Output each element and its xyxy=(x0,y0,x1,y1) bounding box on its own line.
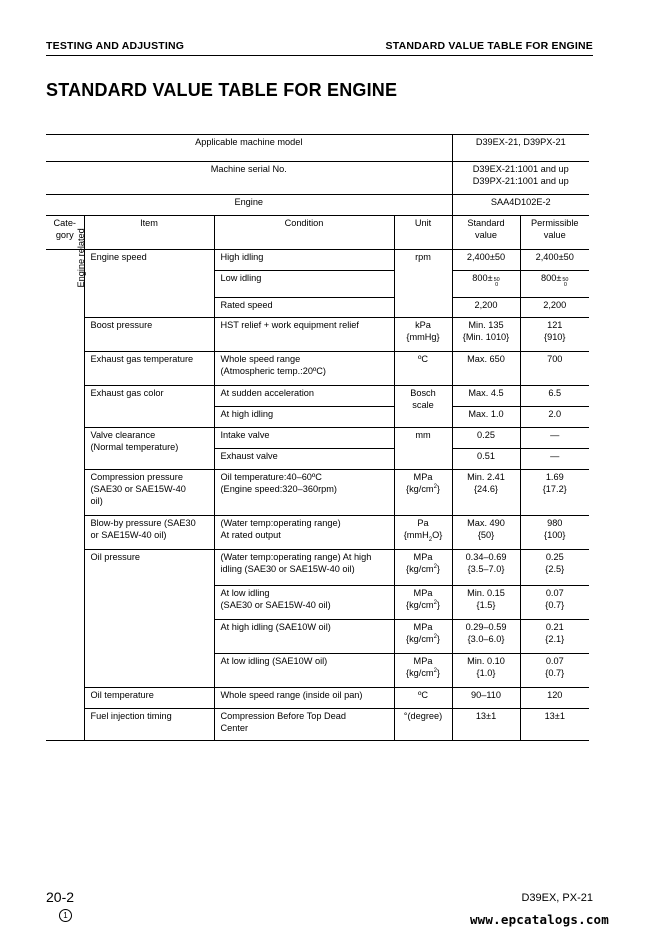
item-boost-pressure: Boost pressure xyxy=(84,318,214,352)
standard-line2: {3.5–7.0} xyxy=(467,563,505,574)
unit-cell xyxy=(394,620,452,654)
unit-subscript: 2 xyxy=(428,536,433,543)
item-oil-temperature: Oil temperature xyxy=(84,688,214,709)
col-unit: Unit xyxy=(394,216,452,250)
tolerance-upper: 50 xyxy=(562,277,569,283)
tolerance-lower: 0 xyxy=(563,281,567,288)
permissible-line1: 0.07 xyxy=(545,588,564,598)
standard-line1: Min. 0.10 xyxy=(467,656,505,666)
standard-cell: 90–110 xyxy=(452,688,520,709)
unit-text: {kg/cm xyxy=(406,667,434,678)
unit-text: {kg/cm xyxy=(406,599,434,610)
model-row xyxy=(46,135,589,162)
serial-row xyxy=(46,162,589,195)
unit-text: {mmH xyxy=(403,529,429,540)
col-condition: Condition xyxy=(214,216,394,250)
standard-line2: {1.5} xyxy=(476,599,496,610)
condition-line2: (SAE30 or SAE15W-40 oil) xyxy=(220,599,331,610)
item-line1: Compression pressure xyxy=(90,472,183,482)
unit-superscript: 2 xyxy=(433,599,437,606)
permissible-cell: 13±1 xyxy=(520,709,589,741)
unit-cell xyxy=(394,654,452,688)
unit-line2 xyxy=(401,484,446,496)
standard-line1: Min. 0.15 xyxy=(467,588,505,598)
standard-line1: 0.34–0.69 xyxy=(465,552,507,562)
item-compression-pressure xyxy=(84,470,214,516)
tolerance-lower: 0 xyxy=(495,281,499,288)
table-row xyxy=(46,352,589,386)
condition-line2: (Engine speed:320–360rpm) xyxy=(220,483,337,494)
permissible-line2: {2.5} xyxy=(545,563,565,574)
unit-superscript: 2 xyxy=(433,563,437,570)
condition-cell: Whole speed range (inside oil pan) xyxy=(214,688,394,709)
permissible-cell xyxy=(520,516,589,550)
condition-cell xyxy=(214,709,394,741)
unit-text-end: } xyxy=(436,633,440,644)
item-exhaust-color: Exhaust gas color xyxy=(84,386,214,428)
condition-line1: (Water temp:operating range) xyxy=(220,518,341,528)
standard-cell: Max. 4.5 xyxy=(452,386,520,407)
standard-cell xyxy=(452,550,520,586)
col-permissible-line2: value xyxy=(543,229,566,240)
standard-cell: Max. 1.0 xyxy=(452,407,520,428)
model-value: D39EX-21, D39PX-21 xyxy=(452,135,589,162)
permissible-line2: {17.2} xyxy=(542,483,567,494)
condition-cell: Low idling xyxy=(214,271,394,298)
condition-cell: Rated speed xyxy=(214,298,394,318)
unit-text-end: } xyxy=(436,599,440,610)
unit-cell xyxy=(394,318,452,352)
permissible-line2: {100} xyxy=(544,529,566,540)
condition-cell xyxy=(214,516,394,550)
table-row xyxy=(46,709,589,741)
col-category-line2: gory xyxy=(55,229,74,240)
unit-line1: MPa xyxy=(413,656,433,666)
permissible-cell: — xyxy=(520,449,589,470)
condition-cell: At low idling (SAE10W oil) xyxy=(214,654,394,688)
item-exhaust-temperature: Exhaust gas temperature xyxy=(84,352,214,386)
tolerance-upper: 50 xyxy=(493,277,500,283)
condition-cell xyxy=(214,586,394,620)
standard-line1: Max. 490 xyxy=(467,518,505,528)
unit-superscript: 2 xyxy=(433,633,437,640)
standard-cell: 0.25 xyxy=(452,428,520,449)
standard-line1: Min. 135 xyxy=(468,320,504,330)
category-label: Engine related xyxy=(75,228,86,288)
standard-cell: 13±1 xyxy=(452,709,520,741)
item-line2: (SAE30 or SAE15W-40 xyxy=(90,483,186,494)
item-line2: (Normal temperature) xyxy=(90,441,179,452)
unit-cell xyxy=(394,516,452,550)
watermark-url: www.epcatalogs.com xyxy=(469,912,609,927)
standard-line1: 0.29–0.59 xyxy=(465,622,507,632)
table-row xyxy=(46,386,589,407)
header-right: STANDARD VALUE TABLE FOR ENGINE xyxy=(385,40,593,52)
table-row xyxy=(46,516,589,550)
standard-cell: 2,400±50 xyxy=(452,250,520,271)
serial-value xyxy=(452,162,589,195)
standard-cell xyxy=(452,586,520,620)
serial-label: Machine serial No. xyxy=(46,162,452,195)
permissible-cell: 6.5 xyxy=(520,386,589,407)
revision-mark: 1 xyxy=(59,909,72,922)
standard-cell xyxy=(452,654,520,688)
page-title: STANDARD VALUE TABLE FOR ENGINE xyxy=(46,80,398,100)
unit-line1: Pa xyxy=(417,518,429,528)
standard-cell: Max. 650 xyxy=(452,352,520,386)
permissible-line1: 0.21 xyxy=(545,622,564,632)
unit-line2: scale xyxy=(412,399,434,410)
standard-cell: 2,200 xyxy=(452,298,520,318)
permissible-line1: 0.07 xyxy=(545,656,564,666)
engine-value: SAA4D102E-2 xyxy=(452,195,589,216)
permissible-line2: {0.7} xyxy=(545,667,565,678)
permissible-line1: 1.69 xyxy=(545,472,564,482)
unit-line2: {mmHg} xyxy=(406,331,440,342)
permissible-cell: 120 xyxy=(520,688,589,709)
unit-cell: °(degree) xyxy=(394,709,452,741)
condition-cell: At sudden acceleration xyxy=(214,386,394,407)
unit-line1: MPa xyxy=(413,622,433,632)
unit-line1: MPa xyxy=(413,552,433,562)
unit-cell xyxy=(394,550,452,586)
unit-line2 xyxy=(401,668,446,680)
unit-cell: mm xyxy=(394,428,452,470)
unit-cell: rpm xyxy=(394,250,452,318)
condition-cell: Exhaust valve xyxy=(214,449,394,470)
condition-cell: High idling xyxy=(214,250,394,271)
condition-line1: Compression Before Top Dead xyxy=(220,711,346,721)
col-standard-line2: value xyxy=(475,229,497,240)
standard-cell xyxy=(452,470,520,516)
item-line3: oil) xyxy=(90,495,103,506)
condition-line2: idling (SAE30 or SAE15W-40 oil) xyxy=(220,563,355,574)
item-line2: or SAE15W-40 oil) xyxy=(90,529,167,540)
standard-cell: 0.51 xyxy=(452,449,520,470)
condition-cell: HST relief + work equipment relief xyxy=(214,318,394,352)
permissible-line2: {0.7} xyxy=(545,599,565,610)
unit-superscript: 2 xyxy=(433,483,437,490)
unit-cell xyxy=(394,470,452,516)
table-row xyxy=(46,250,589,271)
condition-line2: Center xyxy=(220,722,249,733)
permissible-line1: 121 xyxy=(547,320,563,330)
permissible-cell xyxy=(520,271,589,298)
permissible-cell xyxy=(520,586,589,620)
permissible-line2: {910} xyxy=(544,331,566,342)
unit-line1: kPa xyxy=(415,320,431,330)
unit-text: {kg/cm xyxy=(406,483,434,494)
condition-line2: At rated output xyxy=(220,529,281,540)
permissible-cell: 2,400±50 xyxy=(520,250,589,271)
header-rule xyxy=(46,55,593,56)
unit-line1: MPa xyxy=(413,588,433,598)
condition-cell: At high idling (SAE10W oil) xyxy=(214,620,394,654)
unit-line2 xyxy=(401,634,446,646)
condition-line1: Oil temperature:40–60ºC xyxy=(220,472,322,482)
column-header-row xyxy=(46,216,589,250)
permissible-cell xyxy=(520,470,589,516)
tolerance-stack xyxy=(494,278,500,288)
standard-value-table xyxy=(46,134,589,741)
permissible-cell xyxy=(520,620,589,654)
standard-cell xyxy=(452,620,520,654)
unit-text: {kg/cm xyxy=(406,563,434,574)
permissible-line2: {2.1} xyxy=(545,633,565,644)
permissible-cell: 2.0 xyxy=(520,407,589,428)
permissible-line1: 0.25 xyxy=(545,552,564,562)
page-number: 20-2 xyxy=(46,889,75,905)
col-standard-line1: Standard xyxy=(467,218,505,228)
condition-line1: Whole speed range xyxy=(220,354,301,364)
condition-line2: (Atmospheric temp.:20ºC) xyxy=(220,365,326,376)
unit-text-end: } xyxy=(436,563,440,574)
permissible-cell xyxy=(520,654,589,688)
engine-row xyxy=(46,195,589,216)
item-engine-speed: Engine speed xyxy=(84,250,214,318)
standard-cell xyxy=(452,516,520,550)
standard-line2: {50} xyxy=(477,529,495,540)
serial-value-2: D39PX-21:1001 and up xyxy=(472,175,569,186)
table-row xyxy=(46,428,589,449)
permissible-cell: 700 xyxy=(520,352,589,386)
condition-cell: At high idling xyxy=(214,407,394,428)
permissible-line1: 980 xyxy=(547,518,563,528)
unit-line2 xyxy=(401,600,446,612)
permissible-cell xyxy=(520,550,589,586)
permissible-value: 800± xyxy=(541,273,562,283)
engine-label: Engine xyxy=(46,195,452,216)
item-blowby-pressure xyxy=(84,516,214,550)
item-line1: Valve clearance xyxy=(90,430,156,440)
unit-line2 xyxy=(401,564,446,576)
item-fuel-injection-timing: Fuel injection timing xyxy=(84,709,214,741)
unit-cell: ºC xyxy=(394,352,452,386)
table-row xyxy=(46,550,589,586)
permissible-cell: 2,200 xyxy=(520,298,589,318)
table-row xyxy=(46,318,589,352)
item-valve-clearance xyxy=(84,428,214,470)
standard-cell xyxy=(452,271,520,298)
item-line1: Blow-by pressure (SAE30 xyxy=(90,518,196,528)
standard-line2: {24.6} xyxy=(473,483,499,494)
permissible-cell: — xyxy=(520,428,589,449)
unit-text-end: O} xyxy=(432,529,443,540)
col-item: Item xyxy=(84,216,214,250)
col-permissible xyxy=(520,216,589,250)
condition-line1: (Water temp:operating range) At high xyxy=(220,552,372,562)
standard-line1: Min. 2.41 xyxy=(467,472,505,482)
standard-value: 800± xyxy=(472,273,493,283)
unit-text-end: } xyxy=(436,667,440,678)
unit-cell xyxy=(394,386,452,428)
item-oil-pressure: Oil pressure xyxy=(84,550,214,688)
standard-cell xyxy=(452,318,520,352)
standard-line2: {1.0} xyxy=(476,667,496,678)
standard-line2: {Min. 1010} xyxy=(462,331,510,342)
unit-superscript: 2 xyxy=(433,667,437,674)
condition-cell xyxy=(214,470,394,516)
unit-cell: ºC xyxy=(394,688,452,709)
unit-line1: Bosch xyxy=(410,388,436,398)
unit-line2 xyxy=(401,530,446,545)
col-category-line1: Cate- xyxy=(53,218,76,228)
table-row xyxy=(46,470,589,516)
table-row xyxy=(46,688,589,709)
unit-text: {kg/cm xyxy=(406,633,434,644)
serial-value-1: D39EX-21:1001 and up xyxy=(472,164,569,174)
condition-cell xyxy=(214,352,394,386)
col-permissible-line1: Permissible xyxy=(531,218,579,228)
model-label: Applicable machine model xyxy=(46,135,452,162)
unit-line1: MPa xyxy=(413,472,433,482)
condition-line1: At low idling xyxy=(220,588,270,598)
tolerance-stack xyxy=(562,278,568,288)
col-standard xyxy=(452,216,520,250)
standard-line2: {3.0–6.0} xyxy=(467,633,505,644)
header-left: TESTING AND ADJUSTING xyxy=(46,40,185,52)
unit-text-end: } xyxy=(436,483,440,494)
unit-cell xyxy=(394,586,452,620)
condition-cell xyxy=(214,550,394,586)
condition-cell: Intake valve xyxy=(214,428,394,449)
footer-model: D39EX, PX-21 xyxy=(521,892,593,904)
permissible-cell xyxy=(520,318,589,352)
